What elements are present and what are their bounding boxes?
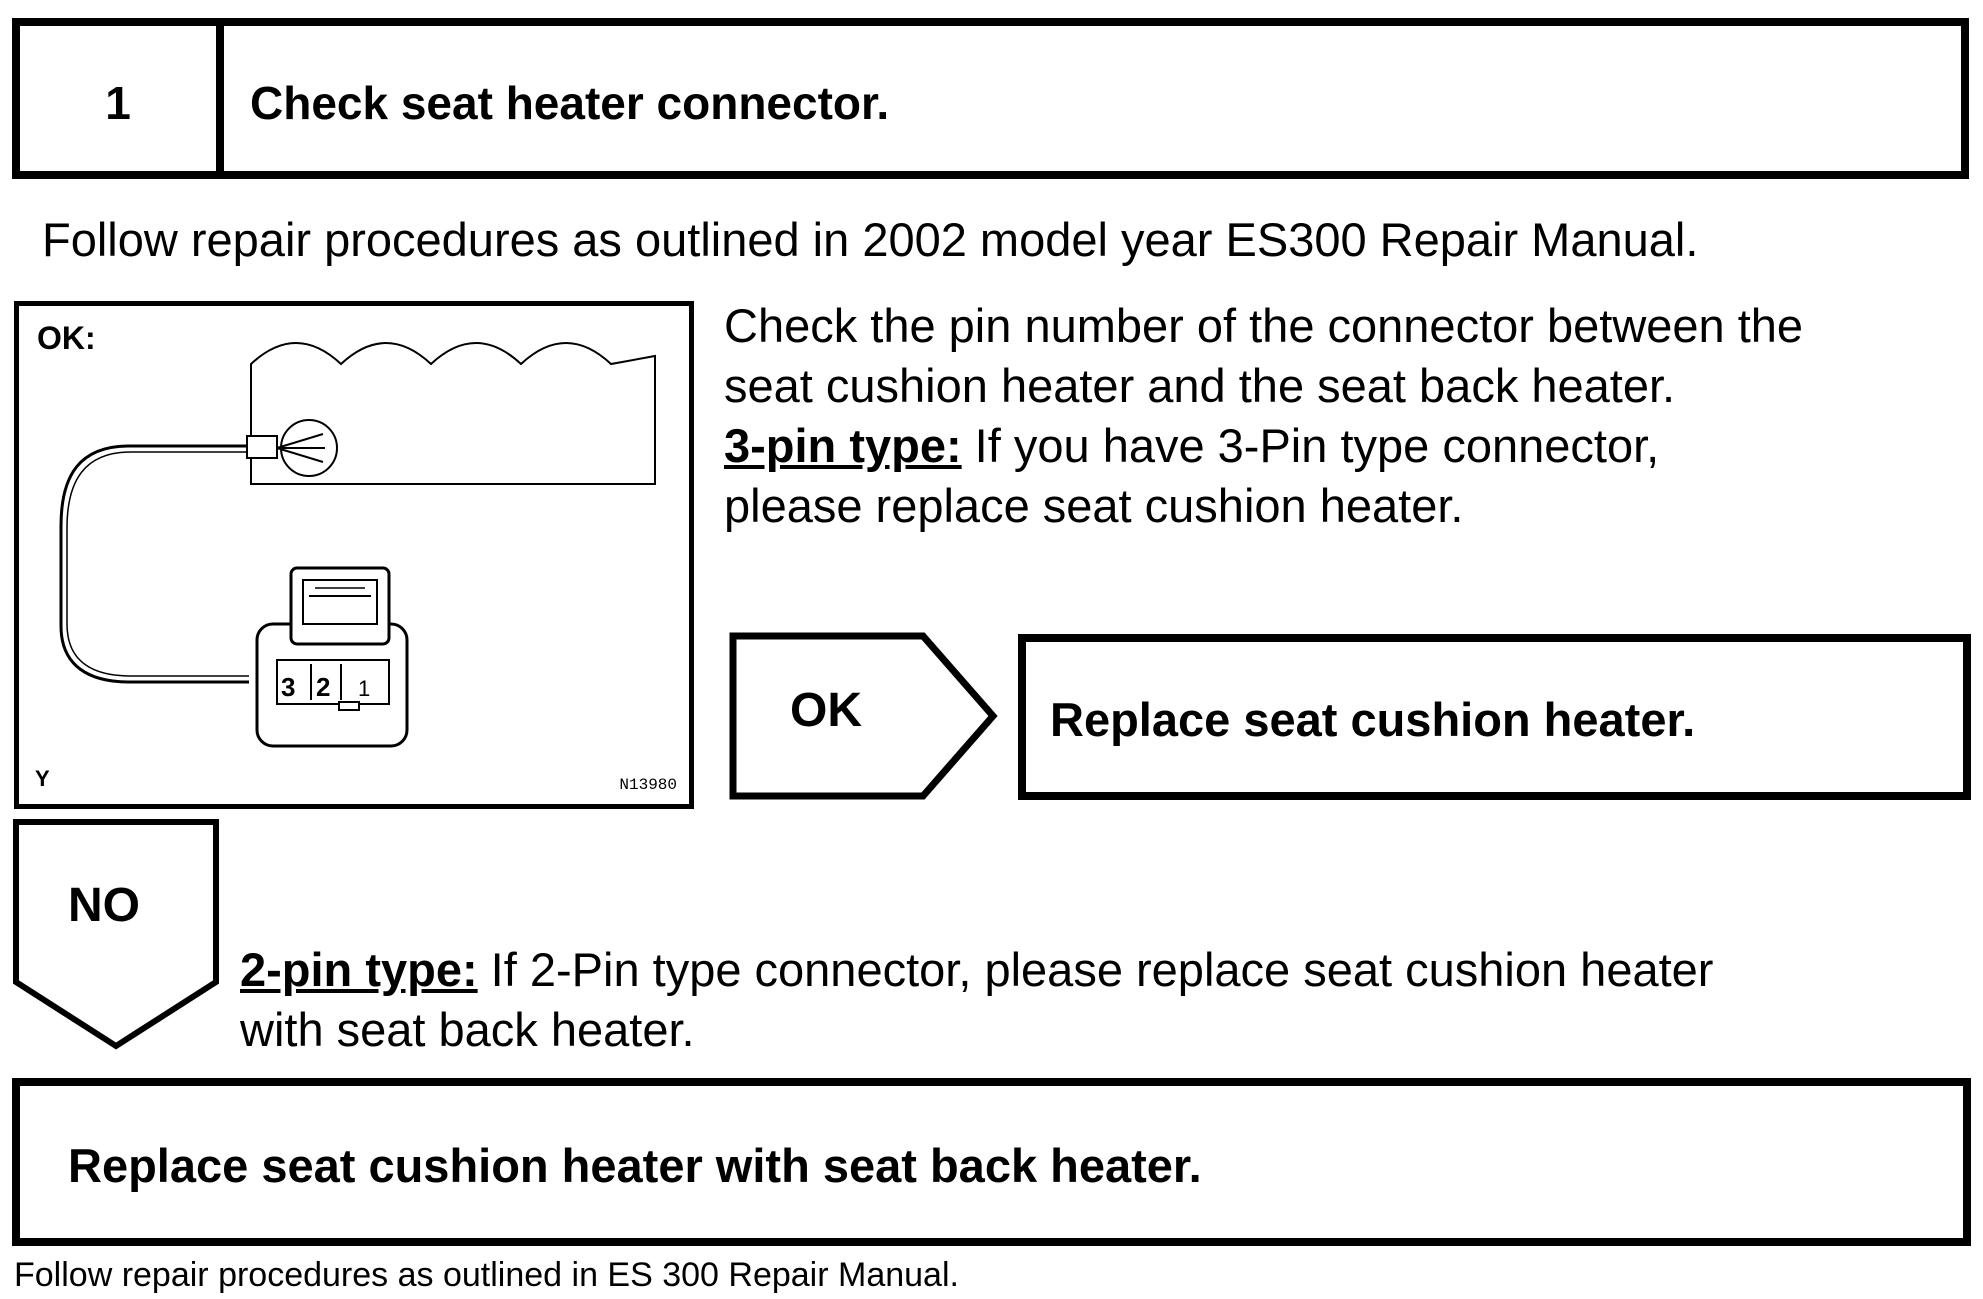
footer-note: Follow repair procedures as outlined in ES 300 Repair Manual. <box>14 1256 959 1294</box>
two-pin-line-1 <box>240 940 1713 1000</box>
description-line-2: seat cushion heater and the seat back heater. <box>724 359 1676 412</box>
lead-instruction: Follow repair procedures as outlined in 2002 model year ES300 Repair Manual. <box>42 213 1699 266</box>
pin-description <box>724 296 1803 536</box>
description-line-4: please replace seat cushion heater. <box>724 479 1464 532</box>
connector-figure <box>14 301 694 809</box>
two-pin-line-2: with seat back heater. <box>240 1003 695 1056</box>
final-action-box <box>12 1078 1971 1246</box>
two-pin-text: If 2-Pin type connector, please replace seat cushion heater <box>477 943 1714 996</box>
figure-y-label: Y <box>35 766 50 791</box>
ok-label: OK <box>790 684 862 737</box>
three-pin-text: If you have 3-Pin type connector, <box>961 419 1660 472</box>
figure-code: N13980 <box>619 776 677 794</box>
description-line-1: Check the pin number of the connector between the <box>724 299 1804 352</box>
pin-label-3: 3 <box>281 672 296 702</box>
ok-result-text: Replace seat cushion heater. <box>1050 693 1696 746</box>
no-label: NO <box>68 879 140 932</box>
two-pin-label: 2-pin type: <box>240 943 478 996</box>
no-arrow-shape <box>12 818 222 1050</box>
connector-illustration <box>19 306 689 804</box>
step-number: 1 <box>105 77 131 129</box>
ok-arrow-shape <box>729 632 999 800</box>
step-title: Check seat heater connector. <box>250 77 890 129</box>
two-pin-description <box>240 940 1713 1060</box>
final-action-text: Replace seat cushion heater with seat back heater. <box>68 1139 1202 1192</box>
three-pin-label: 3-pin type: <box>724 419 962 472</box>
ok-result-box <box>1018 634 1971 800</box>
step-number-cell <box>20 26 224 171</box>
step-header <box>12 18 1969 179</box>
figure-ok-label: OK: <box>37 320 96 356</box>
pin-label-1: 1 <box>358 676 371 701</box>
description-line-3 <box>724 416 1803 476</box>
pin-label-2: 2 <box>316 672 331 702</box>
